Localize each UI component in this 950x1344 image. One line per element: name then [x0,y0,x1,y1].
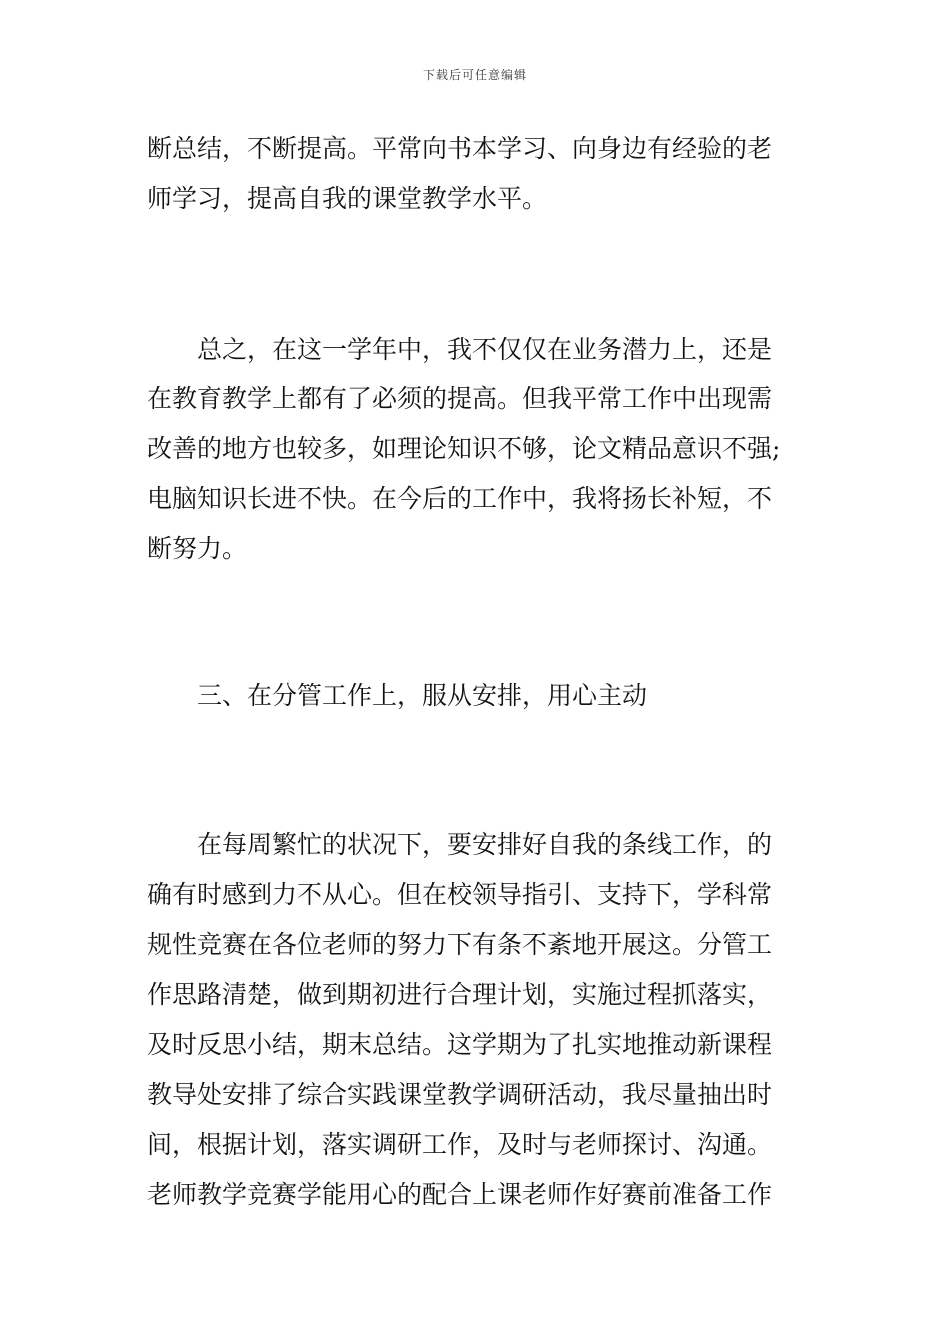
paragraph-line: 断总结，不断提高。平常向书本学习、向身边有经验的老 [147,134,773,163]
paragraph-line: 在教育教学上都有了必须的提高。但我平常工作中出现需 [147,384,773,413]
paragraph-line: 电脑知识长进不快。在今后的工作中，我将扬长补短，不 [147,484,773,513]
paragraph-line: 及时反思小结，期末总结。这学期为了扎实地推动新课程 [147,1030,773,1059]
paragraph-line: 断努力。 [147,534,248,563]
paragraph-line: 作思路清楚，做到期初进行合理计划，实施过程抓落实， [147,980,773,1009]
paragraph-line: 在每周繁忙的状况下，要安排好自我的条线工作，的 [197,830,773,859]
paragraph-line: 确有时感到力不从心。但在校领导指引、支持下，学科常 [147,880,773,909]
paragraph-line: 师学习，提高自我的课堂教学水平。 [147,184,548,213]
paragraph-line: 教导处安排了综合实践课堂教学调研活动，我尽量抽出时 [147,1080,773,1109]
paragraph-line: 规性竞赛在各位老师的努力下有条不紊地开展这。分管工 [147,930,773,959]
paragraph-line: 总之，在这一学年中，我不仅仅在业务潜力上，还是 [197,335,773,364]
paragraph-line: 间，根据计划，落实调研工作，及时与老师探讨、沟通。 [147,1130,773,1159]
section-heading: 三、在分管工作上，服从安排，用心主动 [197,681,648,710]
header-note: 下载后可任意编辑 [422,68,527,82]
paragraph-line: 改善的地方也较多，如理论知识不够，论文精品意识不强; [147,434,781,463]
paragraph-line: 老师教学竞赛学能用心的配合上课老师作好赛前准备工作 [147,1180,773,1209]
